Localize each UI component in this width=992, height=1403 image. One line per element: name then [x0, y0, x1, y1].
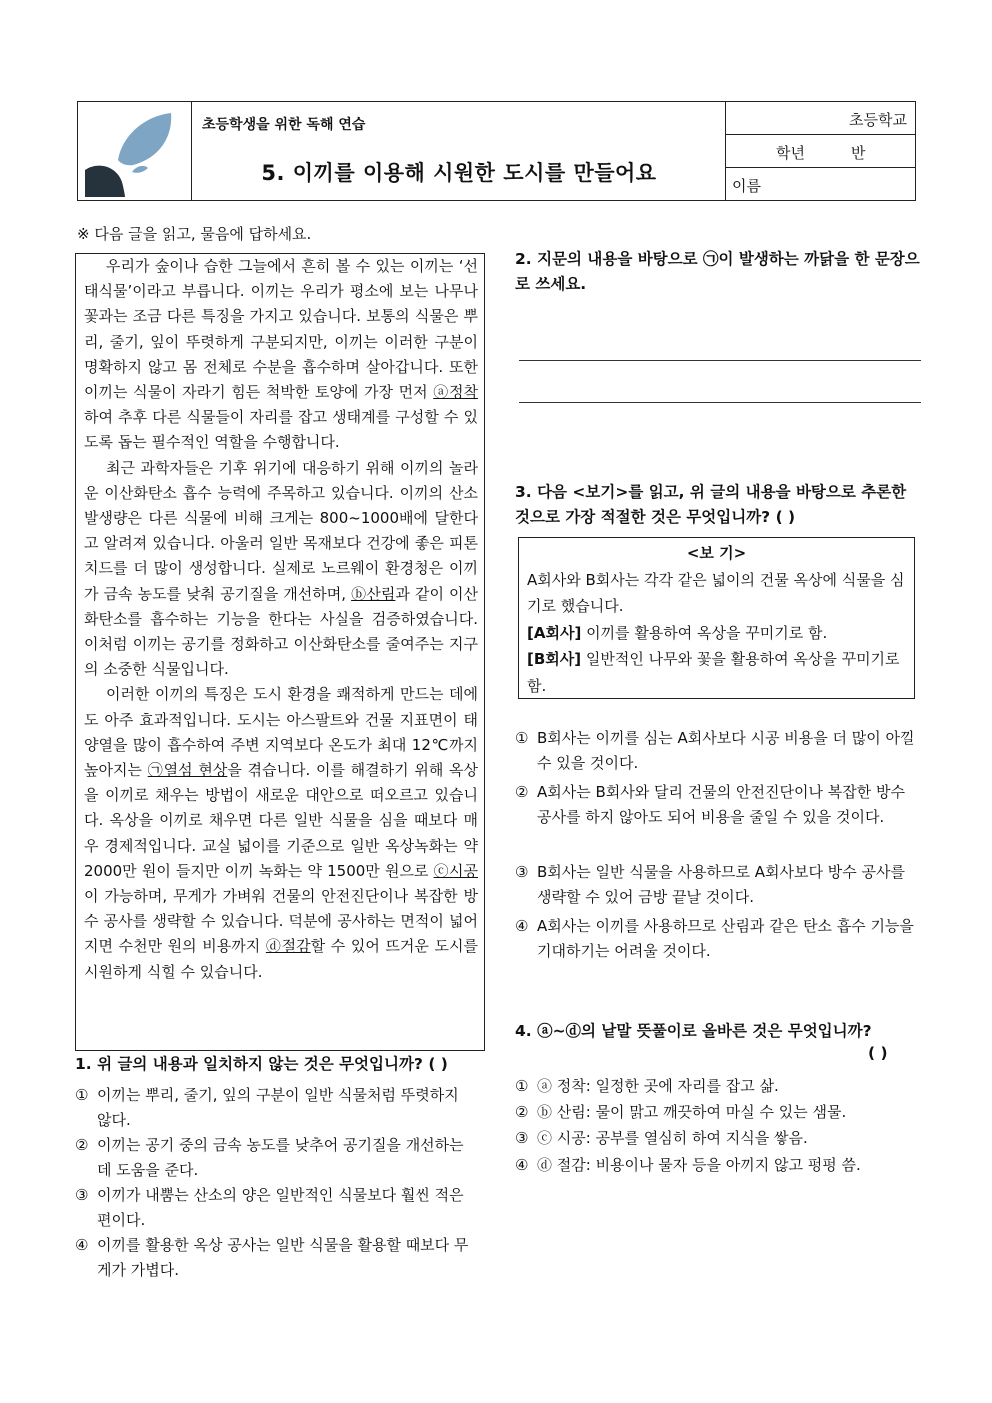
grade-class-row [726, 135, 915, 168]
marked-word-b: ⓑ산림 [351, 584, 396, 603]
school-row [726, 102, 915, 135]
option-number: ② [515, 1103, 529, 1121]
q1-option-3[interactable] [75, 1183, 475, 1233]
option-text: 이끼는 공기 중의 금속 농도를 낮추어 공기질을 개선하는 데 도움을 준다. [97, 1136, 464, 1179]
grade-label: 학년 [776, 144, 805, 162]
option-text: 이끼는 뿌리, 줄기, 잎의 구분이 일반 식물처럼 뚜렷하지 않다. [97, 1086, 459, 1129]
example-company-a [527, 620, 906, 647]
company-b-label: [B회사] [527, 650, 582, 668]
example-company-b [527, 646, 906, 699]
q4-option-3[interactable] [515, 1126, 915, 1151]
question-4-title: 4. ⓐ~ⓓ의 낱말 뜻풀이로 올바른 것은 무엇입니까? [515, 1022, 872, 1040]
q1-option-4[interactable] [75, 1233, 475, 1283]
q3-option-2[interactable] [515, 780, 915, 830]
option-text: A회사는 이끼를 사용하므로 산림과 같은 탄소 흡수 기능을 기대하기는 어려울 것이다. [537, 917, 914, 960]
option-text: B회사는 이끼를 심는 A회사보다 시공 비용을 더 많이 아낄 수 있을 것이다. [537, 729, 915, 772]
student-info-box [726, 102, 916, 200]
option-text: 이끼가 내뿜는 산소의 양은 일반적인 식물보다 훨씬 적은 편이다. [97, 1186, 464, 1229]
logo-cell [78, 102, 192, 200]
option-number: ③ [515, 1129, 529, 1147]
option-number: ③ [75, 1186, 89, 1204]
option-text: ⓑ 산림: 물이 맑고 깨끗하여 마실 수 있는 샘물. [537, 1103, 847, 1121]
class-label: 반 [851, 144, 866, 162]
worksheet-header [77, 101, 916, 201]
option-text: ⓐ 정착: 일정한 곳에 자리를 잡고 삶. [537, 1077, 779, 1095]
marked-word-c: ⓒ시공 [433, 861, 478, 880]
name-label: 이름 [732, 177, 761, 195]
option-number: ① [515, 1077, 529, 1095]
example-box [518, 537, 915, 699]
reading-passage [75, 253, 485, 1051]
question-3-title: 3. 다음 <보기>를 읽고, 위 글의 내용을 바탕으로 추론한 것으로 가장 적절한 것은 무엇입니까? ( ) [515, 483, 907, 526]
school-label: 초등학교 [849, 111, 907, 129]
q4-option-1[interactable] [515, 1074, 915, 1099]
instruction-text: ※ 다음 글을 읽고, 물음에 답하세요. [77, 225, 312, 243]
q3-option-1[interactable] [515, 726, 915, 776]
title-cell [192, 102, 726, 200]
passage-text: 우리가 숲이나 습한 그늘에서 흔히 볼 수 있는 이끼는 ‘선태식물’이라고 부릅니다. 이끼는 우리가 평소에 보는 나무나 꽃과는 조금 다른 특징을 가지고 있습니다. 보통의 식물은 뿌리, 줄기, 잎이 뚜렷하게 구분되지만, 이끼는 이러한 구분이 명확하지 않고 몸 전체로 수분을 흡수하며 살아갑니다. 또한 이끼는 식물이 자라기 힘든 척박한 토양에 가장 먼저 [84, 257, 478, 402]
passage-paragraph-3 [84, 682, 478, 984]
option-number: ④ [75, 1236, 89, 1254]
marked-word-a: ⓐ정착 [433, 383, 479, 402]
option-text: ⓓ 절감: 비용이나 물자 등을 아끼지 않고 펑펑 씀. [537, 1156, 861, 1174]
option-text: B회사는 일반 식물을 사용하므로 A회사보다 방수 공사를 생략할 수 있어 금방 끝날 것이다. [537, 863, 905, 906]
option-text: 이끼를 활용한 옥상 공사는 일반 식물을 활용할 때보다 무게가 가볍다. [97, 1236, 469, 1279]
option-number: ① [515, 729, 529, 747]
passage-text: 을 겪습니다. 이를 해결하기 위해 옥상을 이끼로 채우는 방법이 새로운 대안으로 떠오르고 있습니다. 옥상을 이끼로 채우면 다른 일반 식물을 심을 때보다 매우 경제적입니다. 교실 넓이를 기준으로 일반 옥상녹화는 약 2000만 원이 들지만 이끼 녹화는 약 1500만 원으로 [84, 761, 478, 880]
name-row [726, 168, 915, 200]
option-number: ② [75, 1136, 89, 1154]
passage-text: 하여 추후 다른 식물들이 자리를 잡고 생태계를 구성할 수 있도록 돕는 필수적인 역할을 수행합니다. [84, 408, 478, 452]
passage-text: 이 가능하며, 무게가 가벼워 건물의 안전진단이나 복잡한 방수 공사를 생략할 수 있습니다. 덕분에 공사하는 면적이 넓어지면 수천만 원의 비용까지 [84, 887, 478, 956]
example-intro: A회사와 B회사는 각각 같은 넓이의 건물 옥상에 식물을 심기로 했습니다. [527, 570, 905, 615]
passage-paragraph-1 [84, 254, 478, 456]
example-box-title: <보 기> [686, 544, 747, 562]
passage-text: 이러한 이끼의 특징은 도시 환경을 쾌적하게 만드는 데에도 아주 효과적입니다. 도시는 아스팔트와 건물 지표면이 태양열을 많이 흡수하여 주변 지역보다 온도가 최대 12℃까지 높아지는 [84, 685, 478, 780]
question-2-title: 2. 지문의 내용을 바탕으로 ㉠이 발생하는 까닭을 한 문장으로 쓰세요. [515, 250, 920, 293]
question-1-title: 1. 위 글의 내용과 일치하지 않는 것은 무엇입니까? ( ) [75, 1055, 448, 1073]
company-b-text: 일반적인 나무와 꽃을 활용하여 옥상을 꾸미기로 함. [527, 650, 900, 695]
option-number: ④ [515, 1156, 529, 1174]
q3-option-4[interactable] [515, 914, 915, 964]
option-text: ⓒ 시공: 공부를 열심히 하여 지식을 쌓음. [537, 1129, 808, 1147]
worksheet-subtitle: 초등학생을 위한 독해 연습 [202, 117, 366, 133]
q3-option-3[interactable] [515, 860, 915, 910]
passage-text: 과 같이 이산화탄소를 흡수하는 기능을 한다는 사실을 검증하였습니다. 이처럼 이끼는 공기를 정화하고 이산화탄소를 줄여주는 지구의 소중한 식물입니다. [84, 584, 478, 679]
answer-line-1[interactable] [519, 360, 921, 361]
water-drop-logo-icon [78, 102, 192, 200]
option-number: ② [515, 783, 529, 801]
worksheet-title: 5. 이끼를 이용해 시원한 도시를 만들어요 [261, 161, 657, 185]
passage-text: 최근 과학자들은 기후 위기에 대응하기 위해 이끼의 놀라운 이산화탄소 흡수 능력에 주목하고 있습니다. 이끼의 산소 발생량은 다른 식물에 비해 크게는 800~1000배에 달한다고 알려져 있습니다. 아울러 일반 목재보다 건강에 좋은 피톤치드를 더 많이 생성합니다. 실제로 노르웨이 환경청은 이끼가 금속 농도를 낮춰 공기질을 개선하며, [84, 458, 478, 603]
q4-option-4[interactable] [515, 1153, 915, 1178]
option-number: ④ [515, 917, 529, 935]
marked-word-giyeok: ㉠열섬 현상 [147, 761, 228, 780]
marked-word-d: ⓓ절감 [265, 937, 311, 956]
option-number: ① [75, 1086, 89, 1104]
answer-line-2[interactable] [519, 402, 921, 403]
q1-option-1[interactable] [75, 1083, 475, 1133]
q4-option-2[interactable] [515, 1100, 915, 1125]
passage-paragraph-2 [84, 456, 478, 683]
option-number: ③ [515, 863, 529, 881]
option-text: A회사는 B회사와 달리 건물의 안전진단이나 복잡한 방수 공사를 하지 않아도 되어 비용을 줄일 수 있을 것이다. [537, 783, 905, 826]
q1-option-2[interactable] [75, 1133, 475, 1183]
company-a-label: [A회사] [527, 623, 582, 642]
question-4-answer-paren[interactable]: ( ) [868, 1044, 888, 1062]
passage-text: 할 수 있어 뜨거운 도시를 시원하게 식힐 수 있습니다. [84, 937, 478, 981]
company-a-text: 이끼를 활용하여 옥상을 꾸미기로 함. [581, 623, 828, 642]
